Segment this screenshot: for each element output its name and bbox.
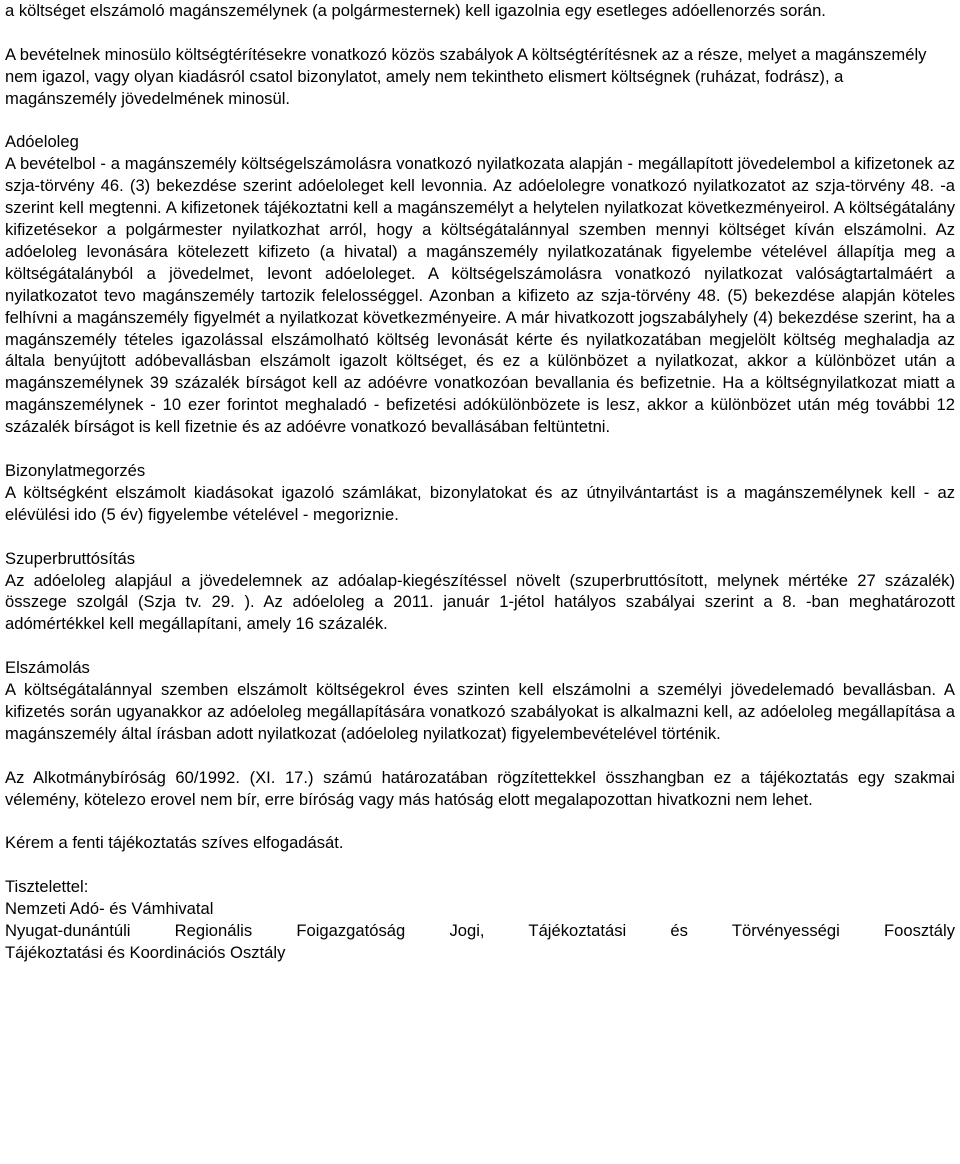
bizonylat-heading: Bizonylatmegorzés — [5, 460, 146, 480]
bizonylat-section — [5, 460, 955, 526]
elszamolas-body: A költségátalánnyal szemben elszámolt költségekrol éves szinten kell elszámolni a személyi jövedelemadó bevallásban. A kifizetés során ugyanakkor az adóeloleg megállapítására vonatkozó szabályokat is alkalmazni kell, az adóeloleg megállapítása a magánszemély által írásban adott nyilatkozat (adóeloleg nyilatkozat) figyelembevételével történik. — [5, 680, 955, 743]
szuperbrutto-body: Az adóeloleg alapjául a jövedelemnek az adóalap-kiegészítéssel növelt (szuperbruttósított, melynek mértéke 27 százalék) összege szolgál (Szja tv. 29. ). Az adóeloleg a 2011. január 1-jétol hatályos szabályai szerint a 8. -ban meghatározott adómértékkel kell megállapítani, amely 16 százalék. — [5, 570, 955, 634]
closing-org-line-1: Nemzeti Adó- és Vámhivatal — [5, 899, 214, 919]
common-rules-paragraph: A bevételnek minosülo költségtérítésekre vonatkozó közös szabályok A költségtérítésnek az a része, melyet a magánszemély nem igazol, vagy olyan kiadásról csatol bizonylatot, amely nem tekintheto elismert költségnek (ruházat, fodrász), a magánszemély jövedelmének minosül. — [5, 44, 927, 108]
szuperbrutto-section — [5, 548, 955, 636]
closing-salutation: Tisztelettel: — [5, 877, 89, 897]
elszamolas-section — [5, 657, 955, 745]
bizonylat-body: A költségként elszámolt kiadásokat igazoló számlákat, bizonylatokat és az útnyilvántartást is a magánszemélynek kell - az elévülési ido (5 év) figyelembe vételével - megoriznie. — [5, 482, 955, 524]
elszamolas-heading: Elszámolás — [5, 658, 90, 678]
alkotmanybirosag-paragraph: Az Alkotmánybíróság 60/1992. (XI. 17.) számú határozatában rögzítettekkel összhangban ez a tájékoztatás egy szakmai vélemény, kötelezo erovel nem bír, erre bíróság vagy más hatóság elott megalapozottan hivatkozni nem lehet. — [5, 767, 955, 809]
closing-org-line-3: Tájékoztatási és Koordinációs Osztály — [5, 942, 286, 962]
intro-continuation-paragraph: a költséget elszámoló magánszemélynek (a polgármesternek) kell igazolnia egy esetleges adóellenorzés során. — [5, 1, 826, 20]
szuperbrutto-heading: Szuperbruttósítás — [5, 548, 136, 568]
document-page — [5, 0, 955, 964]
adoeloleg-section — [5, 131, 955, 438]
adoeloleg-heading: Adóeloleg — [5, 132, 79, 152]
request-paragraph: Kérem a fenti tájékoztatás szíves elfogadását. — [5, 833, 344, 853]
closing-block — [5, 876, 955, 964]
closing-org-line-2: Nyugat-dunántúli Regionális Foigazgatóság Jogi, Tájékoztatási és Törvényességi Foosztály — [5, 920, 955, 940]
adoeloleg-body: A bevételbol - a magánszemély költségelszámolásra vonatkozó nyilatkozata alapján - megállapított jövedelembol a kifizetonek az szja-törvény 46. (3) bekezdése szerint adóeloleget kell levonnia. Az adóelolegre vonatkozó nyilatkozatot az szja-törvény 48. -a szerint kell megtenni. A kifizetonek tájékoztatni kell a magánszemélyt a helytelen nyilatkozat következményeirol. A költségátalány kifizetésekor a polgármester nyilatkozhat arról, hogy a költségátalánnyal szemben mennyi költséget kíván elszámolni. Az adóeloleg levonására kötelezett kifizeto (a hivatal) a magánszemély nyilatkozatának figyelembe vételével állapítja meg a költségátalányból a jövedelmet, levont adóeloleget. A költségelszámolásra vonatkozó nyilatkozat valóságtartalmáért a nyilatkozatot tevo magánszemély tartozik felelosséggel. Azonban a kifizeto az szja-törvény 48. (5) bekezdése alapján köteles felhívni a magánszemély figyelmét a nyilatkozat következményeire. A már hivatkozott jogszabályhely (4) bekezdése szerint, ha a magánszemély tételes igazolással elszámolható költség levonását kérte és nyilatkozatában megjelölt költség meghaladja az általa benyújtott adóbevallásban elszámolt igazolt költséget, és ez a különbözet a nyilatkozat, akkor a különbözet után a magánszemélynek 39 százalék bírságot kell az adóévre vonatkozóan bevallania és befizetnie. Ha a költségnyilatkozat miatt a magánszemélynek - 10 ezer forintot meghaladó - befizetési adókülönbözete is lesz, akkor a különbözet után még további 12 százalék bírságot is kell fizetnie és az adóévre vonatkozó bevallásában feltüntetni. — [5, 154, 955, 437]
